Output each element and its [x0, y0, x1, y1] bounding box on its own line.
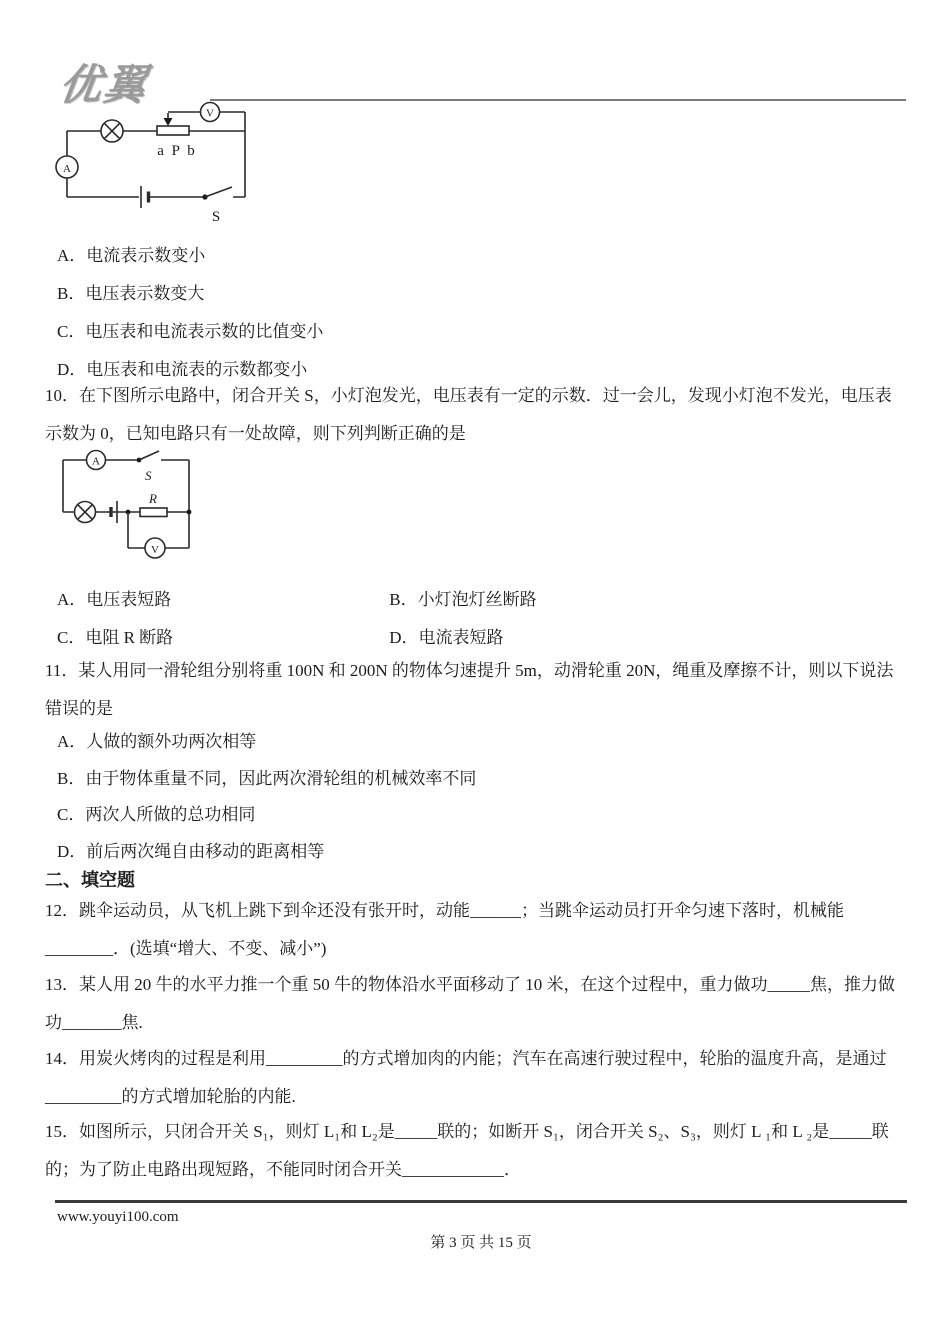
- q11-stem: [45, 652, 893, 728]
- q12-line-1: 12．跳伞运动员，从飞机上跳下到伞还没有张开时，动能______；当跳伞运动员打开伞匀速下落时，机械能: [45, 901, 844, 920]
- slider-arrow-head: [164, 118, 173, 126]
- q11-line-2: [45, 690, 893, 728]
- ammeter-label: A: [92, 455, 100, 468]
- q14: [45, 1040, 887, 1116]
- q11-option-a: A．人做的额外功两次相等: [57, 732, 257, 751]
- q11-line-1: 11．某人用同一滑轮组分别将重 100N 和 200N 的物体匀速提升 5m，动滑轮重 20N，绳重及摩擦不计，则以下说法: [45, 661, 894, 680]
- circuit-diagram-q9: [55, 101, 253, 233]
- q10-line-1: 10．在下图所示电路中，闭合开关 S，小灯泡发光，电压表有一定的示数．过一会儿，发现小灯泡不发光，电压表: [45, 386, 892, 405]
- rheostat-icon: [157, 126, 189, 135]
- switch-label: S: [145, 468, 152, 483]
- q9-options: [57, 237, 323, 389]
- q9-option-b: B．电压表示数变大: [57, 284, 205, 303]
- resistor-icon: [140, 508, 167, 517]
- q15-line-2: 的；为了防止电路出现短路，不能同时闭合开关____________．: [45, 1160, 521, 1179]
- q10-stem: [45, 377, 892, 453]
- q11-option-d: D．前后两次绳自由移动的距离相等: [57, 841, 325, 861]
- q10-options-row-1: [57, 581, 537, 619]
- voltmeter-label: V: [206, 107, 214, 120]
- q13-line-2: 功_______焦.: [45, 1013, 143, 1032]
- q10-options: [57, 581, 537, 657]
- youyi-logo: 优翼: [56, 63, 151, 109]
- switch-label: S: [211, 209, 221, 225]
- ammeter-label: A: [63, 163, 71, 175]
- q11-option-b: B．由于物体重量不同，因此两次滑轮组的机械效率不同: [57, 768, 477, 788]
- q14-line-2: _________的方式增加轮胎的内能.: [45, 1087, 296, 1106]
- q13: [45, 966, 895, 1042]
- section-2-title: 二、填空题: [45, 870, 135, 890]
- junction-dot: [187, 510, 192, 515]
- header-rule: [210, 99, 906, 101]
- voltmeter-label: V: [151, 544, 159, 556]
- q13-line-1: 13．某人用 20 牛的水平力推一个重 50 牛的物体沿水平面移动了 10 米，在这个过程中，重力做功_____焦，推力做: [45, 975, 895, 994]
- q11-option-c: C．两次人所做的总功相同: [57, 805, 256, 824]
- q11-line-2-rest: 的是: [79, 699, 113, 718]
- q9-option-c: C．电压表和电流表示数的比值变小: [57, 322, 324, 341]
- q12: [45, 892, 844, 968]
- q15: [45, 1113, 889, 1189]
- q10-line-2: 示数为 0，已知电路只有一处故障，则下列判断正确的是: [45, 424, 466, 443]
- footer-url: www.youyi100.com: [57, 1209, 179, 1225]
- switch-lever: [139, 451, 159, 460]
- q10-option-a: A．电压表短路: [57, 590, 172, 609]
- q10-option-c: C．电阻 R 断路: [57, 628, 174, 647]
- switch-lever: [205, 187, 232, 197]
- resistor-label: R: [149, 491, 157, 506]
- rheostat-terminals-label: a P b: [157, 143, 197, 159]
- q9-option-a: A．电流表示数变小: [57, 246, 206, 265]
- q10-option-b: B．小灯泡灯丝断路: [389, 590, 537, 609]
- footer-rule: [55, 1200, 907, 1203]
- q15-line-1: 15．如图所示，只闭合开关 S₁，则灯 L₁和 L₂是_____联的；如断开 S₁，闭合开关 S₂、S₃，则灯 L ₁和 L ₂是_____联: [45, 1122, 889, 1141]
- q14-line-1: 14．用炭火烤肉的过程是利用_________的方式增加肉的内能；汽车在高速行驶过程中，轮胎的温度升高，是通过: [45, 1049, 887, 1068]
- q11-options: [57, 724, 476, 870]
- footer-page-number: 第 3 页 共 15 页: [430, 1235, 532, 1251]
- q11-emphasized-word: 错误: [45, 699, 79, 718]
- circuit-diagram-q10: [59, 447, 193, 571]
- q10-option-d: D．电流表短路: [389, 628, 504, 647]
- q9-option-d: D．电压表和电流表的示数都变小: [57, 360, 308, 379]
- q12-line-2: ________．(选填“增大、不变、减小”): [45, 939, 327, 958]
